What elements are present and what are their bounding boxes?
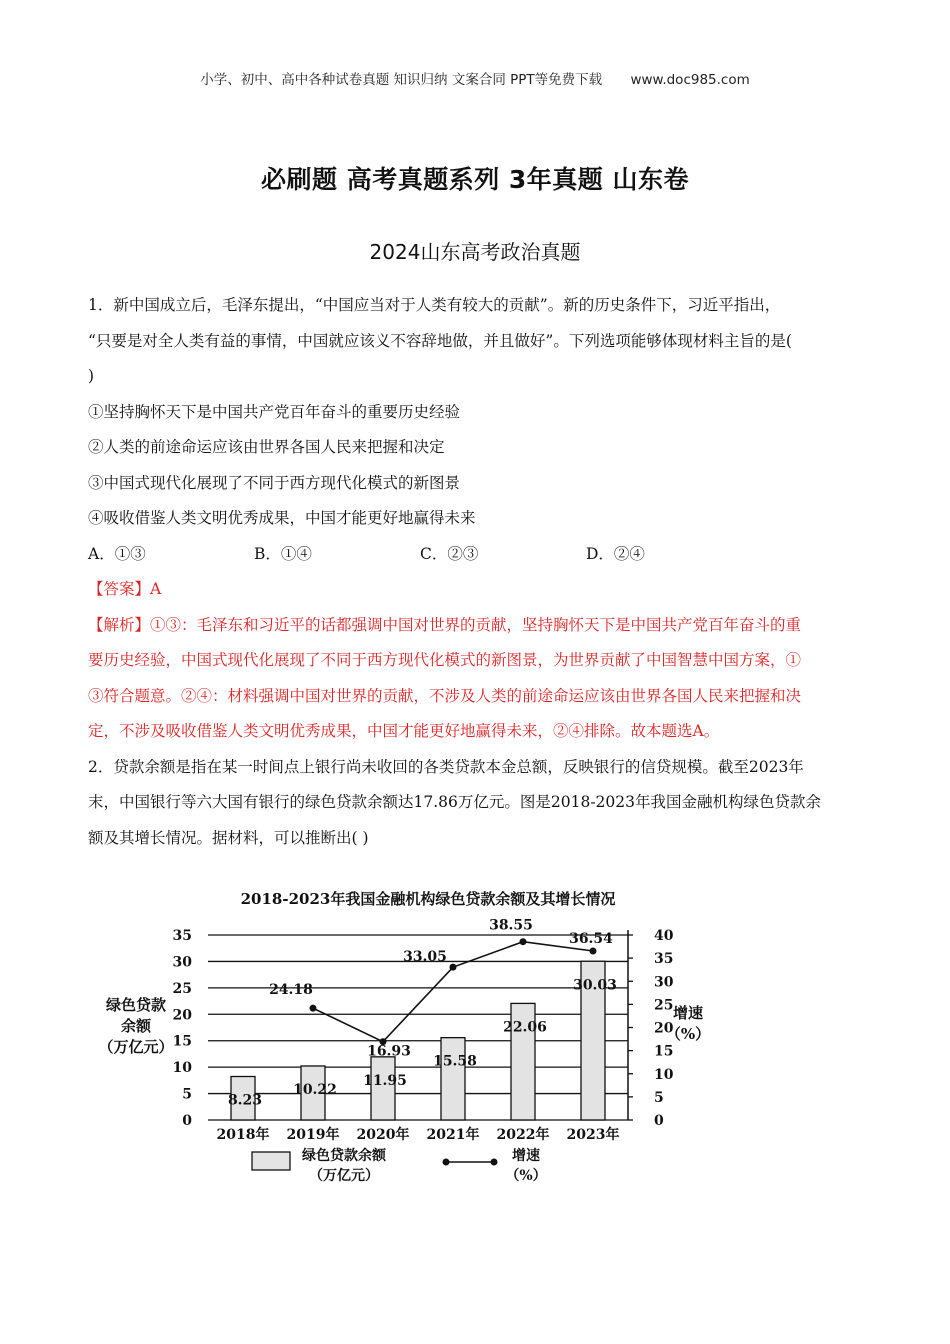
growth-value-label: 33.05 (403, 949, 447, 966)
right-axis-title: （%） (665, 1025, 711, 1043)
legend-line-label: 增速 (512, 1148, 540, 1164)
legend-line-point (443, 1159, 450, 1166)
green-loan-chart (90, 880, 730, 1190)
q1-option-b: B．①④ (254, 544, 312, 563)
left-tick-label: 0 (182, 1113, 192, 1129)
right-tick-label: 5 (654, 1089, 664, 1106)
q1-answer: 【答案】A (88, 580, 162, 598)
x-tick-label: 2022年 (496, 1127, 550, 1143)
x-tick-label: 2023年 (566, 1127, 620, 1143)
q1-analysis-line: ③符合题意。②④：材料强调中国对世界的贡献，不涉及人类的前途命运应该由世界各国人民来把握和决 (88, 686, 802, 705)
page-subtitle: 2024山东高考政治真题 (369, 240, 581, 264)
left-axis-title: （万亿元） (98, 1038, 174, 1056)
right-axis-title: 增速 (672, 1004, 704, 1022)
bar-value-label: 30.03 (573, 977, 617, 994)
x-tick-label: 2018年 (216, 1127, 270, 1143)
bar-value-label: 8.23 (227, 1092, 263, 1109)
x-tick-label: 2019年 (286, 1127, 340, 1143)
q1-item: ③中国式现代化展现了不同于西方现代化模式的新图景 (88, 473, 461, 492)
q1-item: ①坚持胸怀天下是中国共产党百年奋斗的重要历史经验 (88, 402, 461, 421)
legend-line-label: （%） (505, 1168, 547, 1184)
q1-stem-line: 1．新中国成立后，毛泽东提出，“中国应当对于人类有较大的贡献”。新的历史条件下，习近平指出， (88, 296, 781, 314)
chart-title: 2018-2023年我国金融机构绿色贷款余额及其增长情况 (240, 890, 616, 908)
header-text: 小学、初中、高中各种试卷真题 知识归纳 文案合同 PPT等免费下载 (200, 72, 603, 88)
q2-stem-line: 额及其增长情况。据材料，可以推断出( ) (88, 828, 369, 847)
right-tick-label: 15 (654, 1043, 674, 1060)
growth-value-label: 38.55 (489, 917, 533, 934)
growth-value-label: 16.93 (367, 1043, 411, 1060)
right-tick-label: 30 (654, 974, 674, 991)
legend-bar-swatch (252, 1152, 290, 1170)
growth-value-label: 36.54 (569, 931, 613, 948)
q1-option-a: A．①③ (88, 544, 146, 563)
q1-item: ②人类的前途命运应该由世界各国人民来把握和决定 (88, 438, 445, 456)
growth-point (590, 948, 597, 955)
right-tick-label: 10 (654, 1066, 674, 1083)
left-tick-label: 10 (172, 1060, 192, 1077)
q1-analysis-line: 定，不涉及吸收借鉴人类文明优秀成果，中国才能更好地赢得未来，②④排除。故本题选A。 (88, 722, 720, 740)
chart-svg (90, 880, 730, 1190)
bar-value-label: 10.22 (293, 1081, 337, 1098)
x-tick-label: 2020年 (356, 1127, 410, 1143)
growth-point (520, 938, 527, 945)
q1-analysis-line: 要历史经验，中国式现代化展现了不同于西方现代化模式的新图景，为世界贡献了中国智慧中国方案，① (88, 651, 802, 669)
right-tick-label: 20 (654, 1020, 674, 1037)
left-tick-label: 15 (172, 1033, 192, 1050)
q1-analysis-line: 【解析】①③：毛泽东和习近平的话都强调中国对世界的贡献，坚持胸怀天下是中国共产党百年奋斗的重 (88, 615, 802, 634)
q1-options (88, 537, 866, 573)
q1-stem-line: “只要是对全人类有益的事情，中国就应该义不容辞地做，并且做好”。下列选项能够体现材料主旨的是( (88, 331, 792, 350)
x-tick-label: 2021年 (426, 1127, 480, 1143)
right-tick-label: 40 (654, 928, 674, 944)
q1-option-d: D．②④ (586, 544, 645, 563)
right-tick-label: 25 (654, 997, 674, 1014)
page-header (0, 68, 950, 88)
left-tick-label: 20 (172, 1007, 192, 1024)
right-tick-label: 35 (654, 951, 674, 968)
left-tick-label: 25 (172, 980, 192, 997)
q1-option-c: C．②③ (420, 544, 479, 563)
q1-item: ④吸收借鉴人类文明优秀成果，中国才能更好地赢得未来 (88, 509, 476, 527)
q2-stem-line: 末，中国银行等六大国有银行的绿色贷款余额达17.86万亿元。图是2018-2023年我国金融机构绿色贷款余 (88, 793, 822, 811)
left-axis-title: 绿色贷款 (105, 996, 167, 1014)
left-axis-title: 余额 (120, 1017, 152, 1035)
growth-line (313, 942, 593, 1042)
growth-value-label: 24.18 (269, 982, 313, 999)
bar-value-label: 15.58 (433, 1053, 477, 1070)
q2-stem-line: 2．贷款余额是指在某一时间点上银行尚未收回的各类贷款本金总额，反映银行的信贷规模。截至2023年 (88, 757, 804, 776)
legend-bar-label: （万亿元） (309, 1168, 379, 1184)
q1-stem-line: ) (88, 367, 95, 385)
left-tick-label: 35 (172, 928, 192, 944)
left-tick-label: 5 (182, 1086, 192, 1103)
legend-bar-label: 绿色贷款余额 (302, 1148, 386, 1164)
right-tick-label: 0 (654, 1113, 664, 1129)
legend-line-point (491, 1159, 498, 1166)
header-url[interactable]: www.doc985.com (630, 72, 750, 88)
bar-value-label: 11.95 (363, 1072, 407, 1089)
growth-point (310, 1005, 317, 1012)
left-tick-label: 30 (172, 954, 192, 971)
bar-value-label: 22.06 (503, 1019, 547, 1036)
question-content (88, 288, 866, 856)
page-title: 必刷题 高考真题系列 3年真题 山东卷 (260, 165, 689, 194)
growth-point (450, 964, 457, 971)
bar (441, 1038, 465, 1120)
